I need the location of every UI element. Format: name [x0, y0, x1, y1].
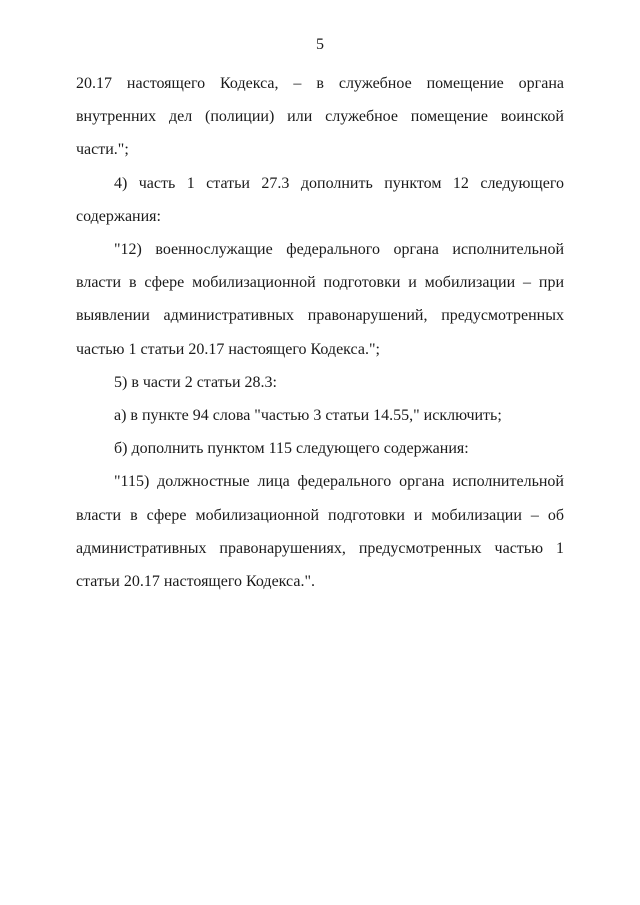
paragraph-item-12-quote: "12) военнослужащие федерального органа исполнительной власти в сфере мобилизационной подготовки и мобилизации – при выявлении административных правонарушений, предусмотренных частью 1 статьи 20.17 настоящего Кодекса.";	[76, 241, 564, 358]
paragraph-subitem-b: б) дополнить пунктом 115 следующего содержания:	[114, 440, 469, 458]
paragraph-subitem-a: а) в пункте 94 слова "частью 3 статьи 14.55," исключить;	[114, 407, 502, 425]
paragraph-item-4: 4) часть 1 статьи 27.3 дополнить пунктом 12 следующего содержания:	[76, 174, 564, 225]
paragraph-item-115-quote: "115) должностные лица федерального органа исполнительной власти в сфере мобилизационной подготовки и мобилизации – об административных правонарушениях, предусмотренных частью 1 статьи 20.17 настоящего Кодекса.".	[76, 473, 564, 591]
paragraph-continuation: 20.17 настоящего Кодекса, – в служебное помещение органа внутренних дел (полиции) или служебное помещение воинской части.";	[76, 75, 564, 159]
document-body	[76, 67, 564, 598]
paragraph-item-5: 5) в части 2 статьи 28.3:	[114, 373, 277, 391]
page-number: 5	[316, 36, 324, 53]
